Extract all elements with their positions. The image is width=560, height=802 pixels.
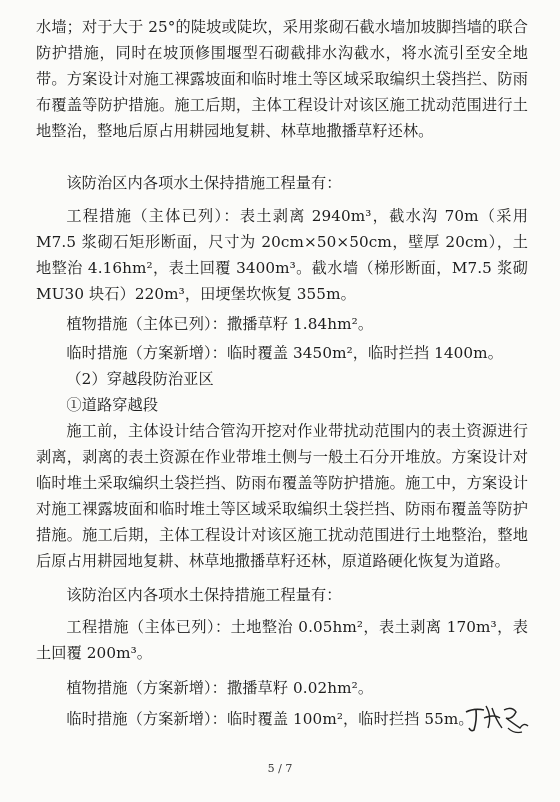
- paragraph-temporary-measures: 临时措施（方案新增）：临时覆盖 3450m²，临时拦挡 1400m。: [66, 344, 503, 362]
- paragraph-quantity-intro-2: 该防治区内各项水土保持措施工程量有：: [66, 586, 342, 604]
- paragraph-wall-measures: 水墙；对于大于 25°的陡坡或陡坎，采用浆砌石截水墙加坡脚挡墙的联合防护措施，同时在坡顶修围堰型石砌截排水沟截水，将水流引至安全地带。方案设计对施工裸露坡面和临时堆土等区域采取编织土袋挡拦、防雨布覆盖等防护措施。施工后期，主体工程设计对该区施工扰动范围进行土地整治，整地后原占用耕园地复耕、林草地撒播草籽还林。: [36, 18, 528, 140]
- paragraph-temporary-measures-2: 临时措施（方案新增）：临时覆盖 100m²，临时拦挡 55m。: [66, 710, 474, 728]
- paragraph-engineering-measures-2: 工程措施（主体已列）：土地整治 0.05hm²，表土剥离 170m³，表土回覆 200m³。: [36, 618, 528, 662]
- paragraph-plant-measures-2: 植物措施（方案新增）：撒播草籽 0.02hm²。: [66, 679, 374, 697]
- subsection-heading-road: ①道路穿越段: [66, 396, 159, 414]
- section-heading-crossing: （2）穿越段防治亚区: [66, 370, 214, 388]
- handwritten-signature: [462, 698, 532, 738]
- paragraph-plant-measures: 植物措施（主体已列）：撒播草籽 1.84hm²。: [66, 315, 374, 333]
- page-number: 5 / 7: [267, 762, 293, 775]
- paragraph-engineering-measures: 工程措施（主体已列）：表土剥离 2940m³，截水沟 70m（采用 M7.5 浆砌石矩形断面，尺寸为 20cm×50×50cm，壁厚 20cm），土地整治 4.16hm²，表土回覆 3400m³。截水墙（梯形断面，M7.5 浆砌 MU30 块石）220m³，田埂堡坎恢复 355m。: [36, 207, 528, 303]
- paragraph-quantity-intro: 该防治区内各项水土保持措施工程量有：: [66, 174, 342, 192]
- paragraph-road-construction: 施工前，主体设计结合管沟开挖对作业带扰动范围内的表土资源进行剥离，剥离的表土资源在作业带堆土侧与一般土石分开堆放。方案设计对临时堆土采取编织土袋拦挡、防雨布覆盖等防护措施。施工中，方案设计对施工裸露坡面和临时堆土等区域采取编织土袋拦挡、防雨布覆盖等防护措施。施工后期，主体工程设计对该区施工扰动范围进行土地整治，整地后原占用耕园地复耕、林草地撒播草籽还林，原道路硬化恢复为道路。: [36, 422, 528, 570]
